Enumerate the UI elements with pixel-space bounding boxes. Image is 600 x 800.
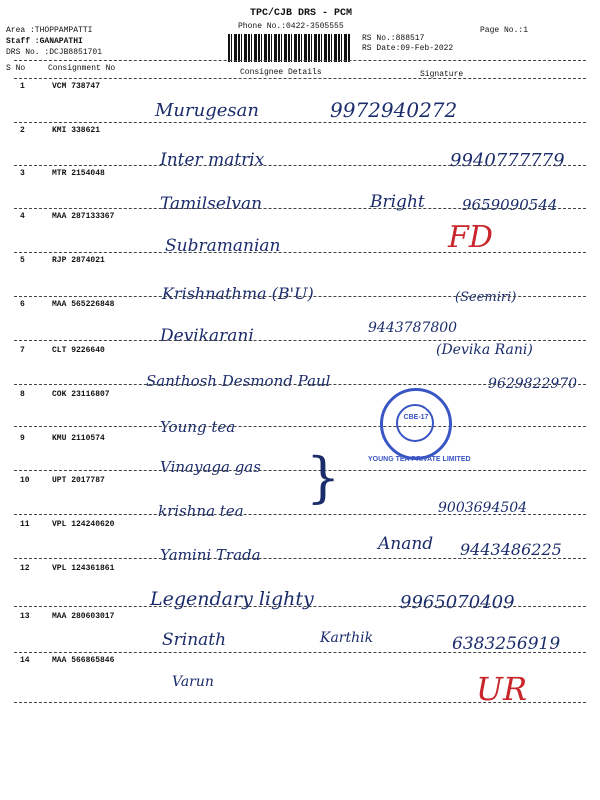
row-consignment: MAA 565226848 <box>52 300 115 309</box>
row-signature: (Devika Rani) <box>436 342 533 358</box>
row-divider <box>14 296 586 297</box>
row-consignment: VPL 124240620 <box>52 520 115 529</box>
row-divider <box>14 514 586 515</box>
row-phone: 9443486225 <box>460 540 562 559</box>
row-phone: 9972940272 <box>330 98 458 122</box>
row-consignment: MAA 280603017 <box>52 612 115 621</box>
row-phone: 9940777779 <box>450 150 565 171</box>
row-signature: (Seemiri) <box>455 290 517 305</box>
row-consignment: VCM 738747 <box>52 82 101 91</box>
stamp-inner-ring <box>396 404 434 442</box>
header-divider-top <box>14 60 586 61</box>
row-name: Subramanian <box>165 236 281 256</box>
row-sno: 6 <box>20 300 25 309</box>
row-divider <box>14 426 586 427</box>
row-consignment: MAA 287133367 <box>52 212 115 221</box>
row-divider <box>14 340 586 341</box>
row-name: Tamilselvan <box>160 194 263 214</box>
row-name: Varun <box>172 674 214 690</box>
row-divider <box>14 558 586 559</box>
row-divider <box>14 165 586 166</box>
row-name: Legendary lighty <box>150 588 314 610</box>
page-number: Page No.:1 <box>480 26 529 35</box>
row-signature: Karthik <box>320 630 374 646</box>
row-name: Srinath <box>162 630 227 650</box>
row-signature: Anand <box>378 534 434 554</box>
row-initials: UR <box>476 670 528 708</box>
staff-label: Staff :GANAPATHI <box>6 37 83 46</box>
row-name: Devikarani <box>160 326 254 346</box>
rs-number: RS No.:888517 <box>362 34 425 43</box>
row-consignment: MAA 566865846 <box>52 656 115 665</box>
row-divider <box>14 470 586 471</box>
row-consignment: CLT 9226640 <box>52 346 105 355</box>
row-consignment: COK 23116807 <box>52 390 110 399</box>
row-sno: 14 <box>20 656 30 665</box>
row-phone: 9965070409 <box>400 592 515 613</box>
header-divider-bottom <box>14 78 586 79</box>
row-consignment: RJP 2874021 <box>52 256 105 265</box>
stamp-text: YOUNG TEA PRIVATE LIMITED <box>368 456 471 463</box>
report-title: TPC/CJB DRS - PCM <box>250 8 353 19</box>
row-phone: 9629822970 <box>488 376 578 392</box>
brace-mark: } <box>306 446 341 509</box>
phone-number: Phone No.:0422-3505555 <box>238 22 344 31</box>
row-phone: 9003694504 <box>438 500 528 516</box>
row-sno: 7 <box>20 346 25 355</box>
row-sno: 1 <box>20 82 25 91</box>
barcode-image <box>228 34 350 62</box>
row-sno: 13 <box>20 612 30 621</box>
area-label: Area :THOPPAMPATTI <box>6 26 93 35</box>
row-sno: 2 <box>20 126 25 135</box>
row-name: Yamini Trada <box>160 546 261 564</box>
row-consignment: KMU 2110574 <box>52 434 105 443</box>
row-sno: 4 <box>20 212 25 221</box>
column-header-consignment: Consignment No <box>48 64 116 73</box>
row-phone: 6383256919 <box>452 634 561 654</box>
row-name: Santhosh Desmond Paul <box>146 372 331 390</box>
row-divider <box>14 702 586 703</box>
row-divider <box>14 384 586 385</box>
row-divider <box>14 252 586 253</box>
row-consignment: MTR 2154048 <box>52 169 105 178</box>
row-sno: 10 <box>20 476 30 485</box>
row-consignment: UPT 2017787 <box>52 476 105 485</box>
column-header-sno: S No <box>6 64 26 73</box>
row-name: Vinayaga gas <box>160 458 261 476</box>
row-phone: 9443787800 <box>368 320 458 336</box>
row-sno: 3 <box>20 169 25 178</box>
row-name: Murugesan <box>155 100 259 121</box>
row-sno: 12 <box>20 564 30 573</box>
row-signature: Bright <box>370 192 425 212</box>
row-divider <box>14 652 586 653</box>
row-divider <box>14 122 586 123</box>
row-consignment: VPL 124361861 <box>52 564 115 573</box>
row-sno: 5 <box>20 256 25 265</box>
drs-number: DRS No. :DCJB8851701 <box>6 48 103 57</box>
company-stamp <box>380 388 452 460</box>
stamp-code: CBE-17 <box>403 414 429 421</box>
row-initials: FD <box>448 220 493 255</box>
column-header-signature: Signature <box>420 70 464 79</box>
row-sno: 8 <box>20 390 25 399</box>
row-name: krishna tea <box>158 502 244 520</box>
row-phone: 9659090544 <box>462 196 558 214</box>
row-sno: 11 <box>20 520 30 529</box>
row-divider <box>14 606 586 607</box>
row-divider <box>14 208 586 209</box>
row-name: Young tea <box>160 418 236 436</box>
rs-date: RS Date:09-Feb-2022 <box>362 44 454 53</box>
row-consignment: KMI 338621 <box>52 126 101 135</box>
row-sno: 9 <box>20 434 25 443</box>
row-name: Krishnathma (B'U) <box>162 284 314 303</box>
column-header-details: Consignee Details <box>240 68 322 77</box>
row-name: Inter matrix <box>160 150 265 170</box>
